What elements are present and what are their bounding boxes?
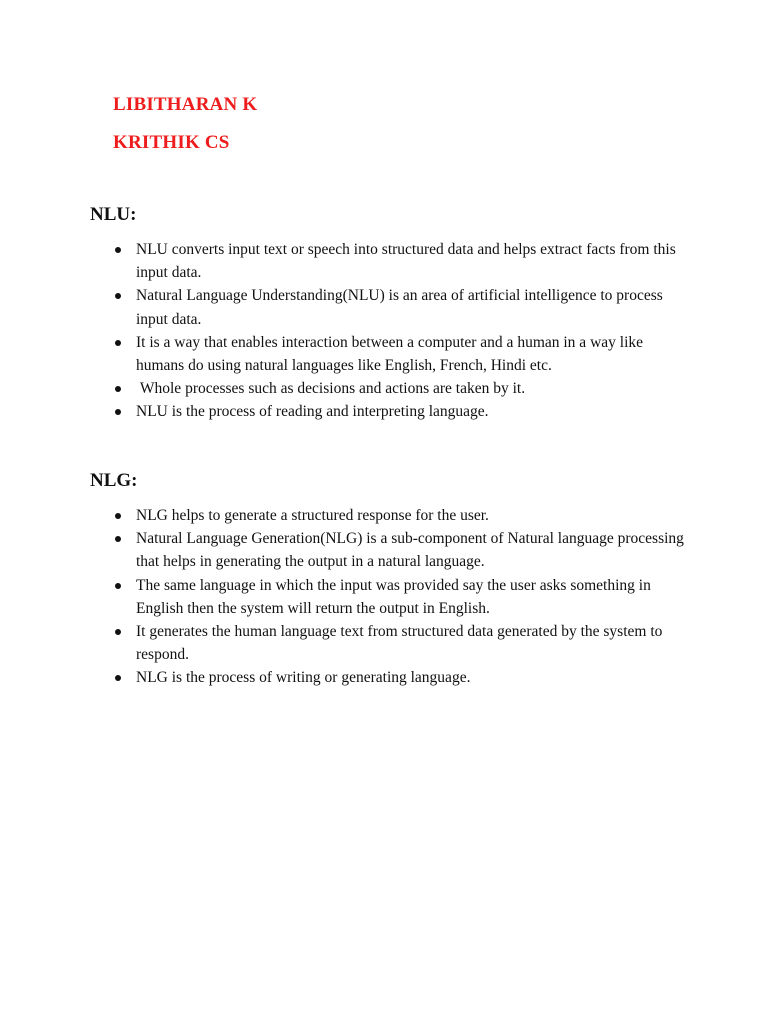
list-item — [112, 377, 692, 400]
bullet-icon — [115, 386, 121, 392]
list-item-text: Whole processes such as decisions and actions are taken by it. — [136, 380, 526, 398]
bullet-icon — [115, 513, 121, 519]
list-item-text: Natural Language Generation(NLG) is a sub-component of Natural language processing that helps in generating the output in a natural language. — [136, 530, 684, 571]
bullet-icon — [115, 583, 121, 589]
list-item-text: The same language in which the input was provided say the user asks something in English then the system will return the output in English. — [136, 576, 651, 617]
bullet-icon — [115, 409, 121, 415]
author-name-2: KRITHIK CS — [113, 132, 230, 153]
list-item — [112, 574, 692, 620]
bullet-icon — [115, 340, 121, 346]
section-heading-nlg: NLG: — [90, 470, 138, 491]
list-item — [112, 331, 692, 377]
list-item — [112, 284, 692, 330]
list-item — [112, 620, 692, 666]
author-name-1: LIBITHARAN K — [113, 94, 258, 115]
list-item-text: NLU converts input text or speech into structured data and helps extract facts from this input data. — [136, 241, 676, 282]
bullet-icon — [115, 629, 121, 635]
bullet-icon — [115, 293, 121, 299]
list-item — [112, 666, 692, 689]
list-item — [112, 527, 692, 573]
list-item-text: NLG helps to generate a structured response for the user. — [136, 507, 489, 524]
bullet-icon — [115, 247, 121, 253]
section-heading-nlu: NLU: — [90, 204, 137, 225]
nlg-bullet-list — [112, 504, 692, 690]
list-item — [112, 238, 692, 284]
list-item-text: It is a way that enables interaction between a computer and a human in a way like humans do using natural languages like English, French, Hindi etc. — [136, 333, 644, 375]
nlu-bullet-list — [112, 238, 692, 424]
list-item-text: NLG is the process of writing or generating language. — [136, 669, 471, 687]
list-item-text: It generates the human language text from structured data generated by the system to respond. — [136, 623, 663, 664]
list-item-text: Natural Language Understanding(NLU) is an area of artificial intelligence to process input data. — [136, 287, 663, 328]
list-item-text: NLU is the process of reading and interpreting language. — [136, 403, 489, 421]
bullet-icon — [115, 536, 121, 542]
bullet-icon — [115, 675, 121, 681]
list-item — [112, 504, 692, 527]
list-item — [112, 400, 692, 423]
